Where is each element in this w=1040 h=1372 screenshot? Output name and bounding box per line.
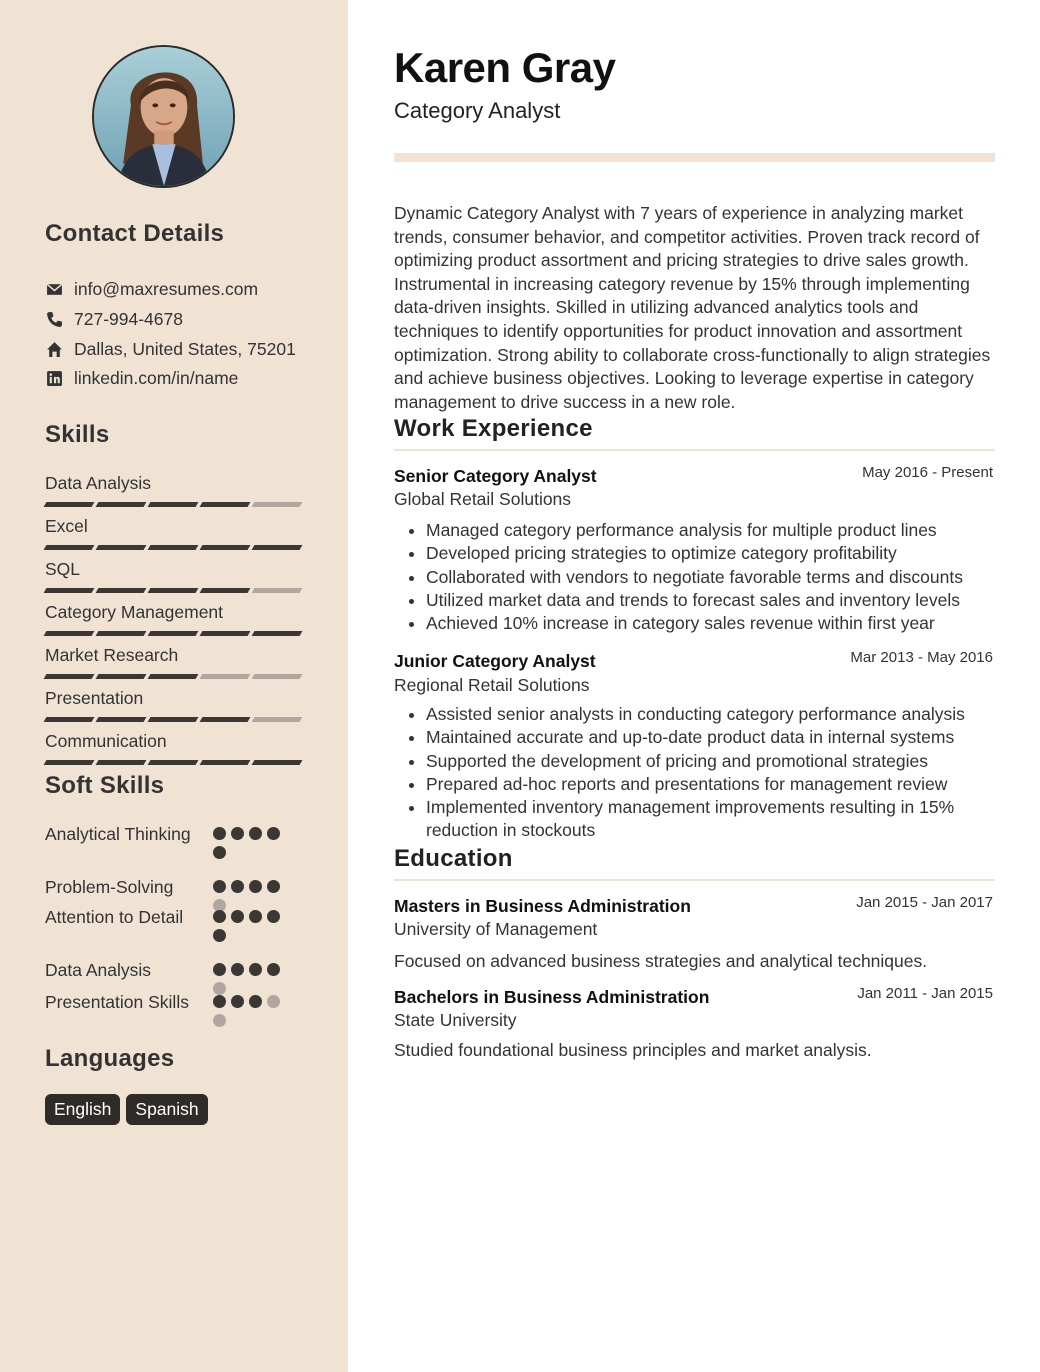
edu-school: University of Management [394,919,598,939]
soft-skill-label: Data Analysis [45,960,152,980]
language-pill: English [45,1094,120,1125]
rating-dot-filled [249,995,262,1008]
skill-row [45,513,305,556]
skills-heading: Skills [45,421,110,448]
soft-skill-row [45,906,305,930]
skill-segment-empty [252,502,303,507]
contact-linkedin[interactable] [45,364,335,394]
job-bullets [426,703,996,843]
skill-segment-empty [252,717,303,722]
job-bullet: • Achieved 10% increase in category sales revenue within first year [426,612,996,635]
job-bullet: • Implemented inventory management improvements resulting in 15% reduction in stockouts [426,796,996,843]
skill-segment-filled [96,588,147,593]
job-bullet: • Prepared ad-hoc reports and presentations for management review [426,773,996,796]
job-bullets [426,519,996,635]
rating-dot-filled [213,827,226,840]
skill-segment-filled [44,760,95,765]
skill-row [45,728,305,771]
rating-dot-filled [213,963,226,976]
skill-segment-filled [96,502,147,507]
rating-dot-filled [249,827,262,840]
rating-dot-filled [249,910,262,923]
soft-skill-label: Presentation Skills [45,992,189,1012]
skill-segment-filled [252,760,303,765]
skill-segment-filled [148,674,199,679]
main-content [348,0,1040,1372]
soft-skill-label: Attention to Detail [45,907,184,927]
skill-segment-filled [252,631,303,636]
rating-dot-filled [213,846,226,859]
skill-label: Presentation [45,688,144,708]
job-title: Senior Category Analyst [394,466,597,486]
soft-skill-label: Problem-Solving [45,877,174,897]
soft-skill-row [45,991,305,1015]
skill-segment-filled [200,502,251,507]
envelope-icon [45,281,63,299]
contact-email-text: info@maxresumes.com [74,279,259,300]
soft-skill-rating [213,910,293,942]
job-company: Regional Retail Solutions [394,675,590,695]
skill-segment-empty [200,674,251,679]
skill-segment-filled [44,631,95,636]
rating-dot-filled [231,827,244,840]
job-bullet: • Assisted senior analysts in conducting category performance analysis [426,703,996,726]
skill-segment-filled [148,502,199,507]
skill-segment-filled [252,545,303,550]
skill-segment-filled [96,631,147,636]
header-divider [394,153,995,162]
skill-segment-filled [148,717,199,722]
skill-segment-filled [96,760,147,765]
skill-label: Communication [45,731,167,751]
job-dates: Mar 2013 - May 2016 [850,649,993,666]
soft-skill-row [45,823,305,847]
edu-description: Studied foundational business principles and market analysis. [394,1040,872,1060]
skill-segment-empty [252,588,303,593]
rating-dot-filled [267,827,280,840]
contact-location [45,334,335,364]
skill-segment-filled [44,502,95,507]
languages-heading: Languages [45,1045,175,1072]
skill-level-bar [45,717,305,722]
skill-level-bar [45,588,305,593]
rating-dot-filled [213,995,226,1008]
skill-segment-filled [200,588,251,593]
skill-level-bar [45,674,305,679]
contact-email[interactable] [45,275,335,305]
skill-label: Excel [45,516,88,536]
linkedin-icon [45,370,63,388]
skill-row [45,556,305,599]
skill-row [45,642,305,685]
skill-segment-filled [96,545,147,550]
rating-dot-filled [231,963,244,976]
skills-list [45,470,305,771]
skill-label: Category Management [45,602,224,622]
skill-segment-filled [200,631,251,636]
skill-segment-filled [200,545,251,550]
summary-text: Dynamic Category Analyst with 7 years of experience in analyzing market trends, consumer behavior, and competitor activities. Proven track record of optimizing product assortment and pricing strategies to drive sales growth. Instrumental in increasing category revenue by 15% through implementing data-driven insights. Skilled in utilizing advanced analytics tools and techniques to identify opportunities for product innovation and assortment optimization. Strong ability to collaborate cross-functionally to align strategies and achieve business objectives. Looking to leverage expertise in category management to drive success in a new role. [394,203,991,412]
job-title: Junior Category Analyst [394,651,596,671]
job-bullet: • Managed category performance analysis for multiple product lines [426,519,996,542]
soft-skills-heading: Soft Skills [45,772,165,799]
job-bullet: • Developed pricing strategies to optimize category profitability [426,542,996,565]
skill-level-bar [45,760,305,765]
skill-level-bar [45,545,305,550]
skill-segment-filled [148,760,199,765]
soft-skill-row [45,959,305,983]
edu-degree: Bachelors in Business Administration [394,987,710,1007]
skill-segment-filled [44,717,95,722]
contact-phone[interactable] [45,305,335,335]
rating-dot-filled [213,910,226,923]
skill-level-bar [45,502,305,507]
skill-row [45,470,305,513]
edu-description: Focused on advanced business strategies and analytical techniques. [394,951,928,971]
contact-heading: Contact Details [45,220,225,247]
skill-segment-filled [44,545,95,550]
skill-segment-filled [44,588,95,593]
rating-dot-filled [249,880,262,893]
skill-segment-filled [44,674,95,679]
rating-dot-filled [231,910,244,923]
language-pill: Spanish [126,1094,207,1125]
soft-skill-rating [213,995,293,1027]
rating-dot-filled [213,880,226,893]
edu-dates: Jan 2011 - Jan 2015 [857,985,993,1002]
experience-divider [394,449,995,451]
rating-dot-empty [267,995,280,1008]
education-heading: Education [394,845,513,872]
education-divider [394,879,995,881]
contact-phone-text: 727-994-4678 [74,309,183,330]
languages-list [45,1094,208,1125]
skill-segment-filled [148,588,199,593]
edu-school: State University [394,1010,517,1030]
skill-segment-empty [252,674,303,679]
rating-dot-filled [213,929,226,942]
job-dates: May 2016 - Present [862,464,993,481]
skill-segment-filled [148,631,199,636]
rating-dot-filled [267,880,280,893]
skill-segment-filled [200,717,251,722]
skill-label: Data Analysis [45,473,152,493]
soft-skill-rating [213,827,293,859]
job-company: Global Retail Solutions [394,489,572,509]
skill-level-bar [45,631,305,636]
rating-dot-filled [267,910,280,923]
soft-skill-row [45,876,305,900]
skill-segment-filled [96,717,147,722]
contact-location-text: Dallas, United States, 75201 [74,338,296,359]
home-icon [45,340,63,358]
skill-segment-filled [200,760,251,765]
rating-dot-filled [249,963,262,976]
rating-dot-filled [231,880,244,893]
skill-label: SQL [45,559,81,579]
profile-photo [92,45,235,188]
skill-row [45,599,305,642]
skill-segment-filled [96,674,147,679]
skill-label: Market Research [45,645,179,665]
edu-dates: Jan 2015 - Jan 2017 [856,894,993,911]
contact-list [45,275,335,394]
sidebar [0,0,348,1372]
phone-icon [45,311,63,329]
job-bullet: • Utilized market data and trends to forecast sales and inventory levels [426,589,996,612]
edu-degree: Masters in Business Administration [394,896,691,916]
contact-linkedin-text: linkedin.com/in/name [74,368,239,389]
job-bullet: • Supported the development of pricing and promotional strategies [426,750,996,773]
person-role: Category Analyst [394,98,561,123]
person-name: Karen Gray [394,44,616,91]
rating-dot-filled [267,963,280,976]
rating-dot-empty [213,1014,226,1027]
job-bullet: • Maintained accurate and up-to-date product data in internal systems [426,726,996,749]
skill-row [45,685,305,728]
job-bullet: • Collaborated with vendors to negotiate favorable terms and discounts [426,566,996,589]
rating-dot-filled [231,995,244,1008]
soft-skill-label: Analytical Thinking [45,824,191,844]
experience-heading: Work Experience [394,415,593,442]
skill-segment-filled [148,545,199,550]
